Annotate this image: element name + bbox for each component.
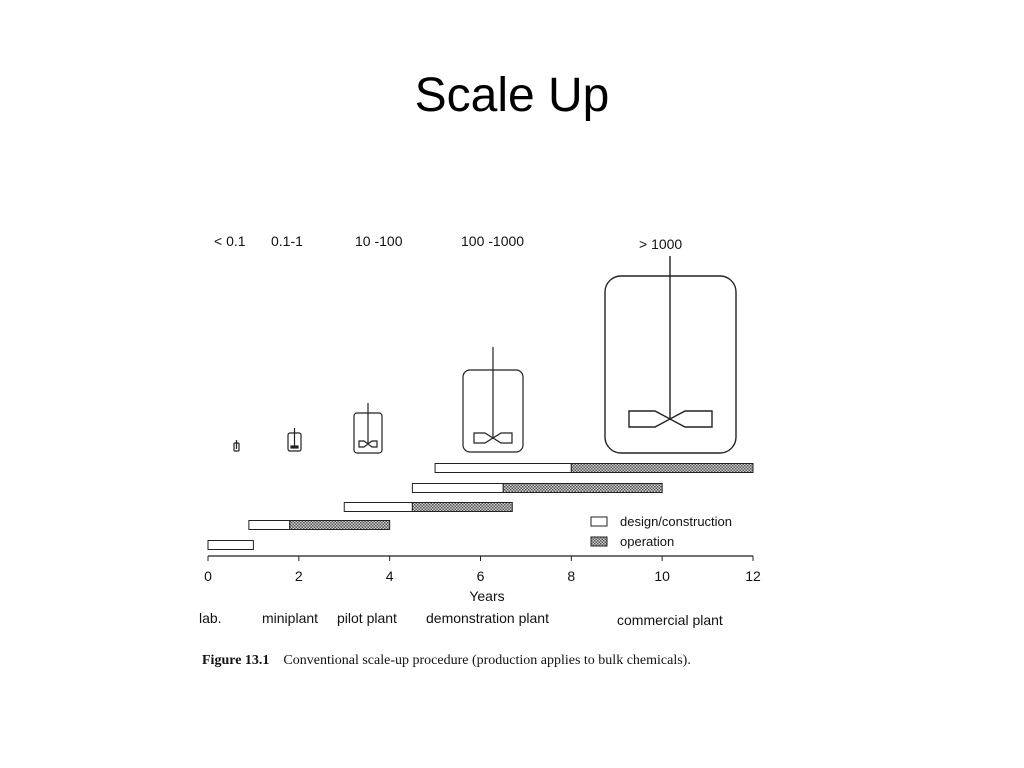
x-tick-label-4: 4 <box>385 568 394 584</box>
capacity-label-demonstration: 100 -1000 <box>461 233 525 249</box>
bar-design-2 <box>344 503 412 512</box>
figure-number: Figure 13.1 <box>202 653 270 668</box>
reactor-lab-icon <box>234 440 239 451</box>
bar-design-4 <box>435 464 571 473</box>
reactor-commercial-icon <box>605 256 736 453</box>
bar-design-0 <box>208 541 253 550</box>
legend-operation-label: operation <box>620 534 675 549</box>
stage-label-commercial: commercial plant <box>617 612 723 628</box>
stage-label-pilot: pilot plant <box>337 610 397 626</box>
reactor-miniplant-icon <box>288 428 301 451</box>
reactor-demonstration-icon <box>463 347 523 452</box>
x-tick-label-10: 10 <box>654 568 670 584</box>
bar-operation-2 <box>412 503 512 512</box>
capacity-label-miniplant: 0.1-1 <box>271 233 303 249</box>
x-tick-label-6: 6 <box>476 568 485 584</box>
stage-label-miniplant: miniplant <box>262 610 319 626</box>
slide-title: Scale Up <box>414 69 610 122</box>
x-axis-title: Years <box>469 588 505 604</box>
bar-design-1 <box>249 521 290 530</box>
legend-design-swatch <box>591 517 607 526</box>
stage-label-demonstration: demonstration plant <box>426 610 549 626</box>
stage-label-lab: lab. <box>199 610 222 626</box>
x-axis <box>204 556 761 584</box>
x-tick-label-2: 2 <box>294 568 303 584</box>
bar-operation-1 <box>290 521 390 530</box>
legend-operation-swatch <box>591 537 607 546</box>
legend-design-label: design/construction <box>620 514 733 529</box>
capacity-label-commercial: > 1000 <box>639 236 683 252</box>
reactor-pilot-icon <box>354 403 382 453</box>
bar-design-3 <box>412 484 503 493</box>
legend <box>591 514 732 549</box>
bar-operation-3 <box>503 484 662 493</box>
bar-operation-4 <box>571 464 753 473</box>
figure-caption-text: Conventional scale-up procedure (production applies to bulk chemicals). <box>283 653 691 668</box>
x-tick-label-0: 0 <box>204 568 212 584</box>
capacity-label-pilot: 10 -100 <box>355 233 403 249</box>
x-tick-label-8: 8 <box>567 568 576 584</box>
capacity-label-lab: < 0.1 <box>214 233 246 249</box>
x-tick-label-12: 12 <box>745 568 761 584</box>
figure-caption <box>202 653 691 669</box>
